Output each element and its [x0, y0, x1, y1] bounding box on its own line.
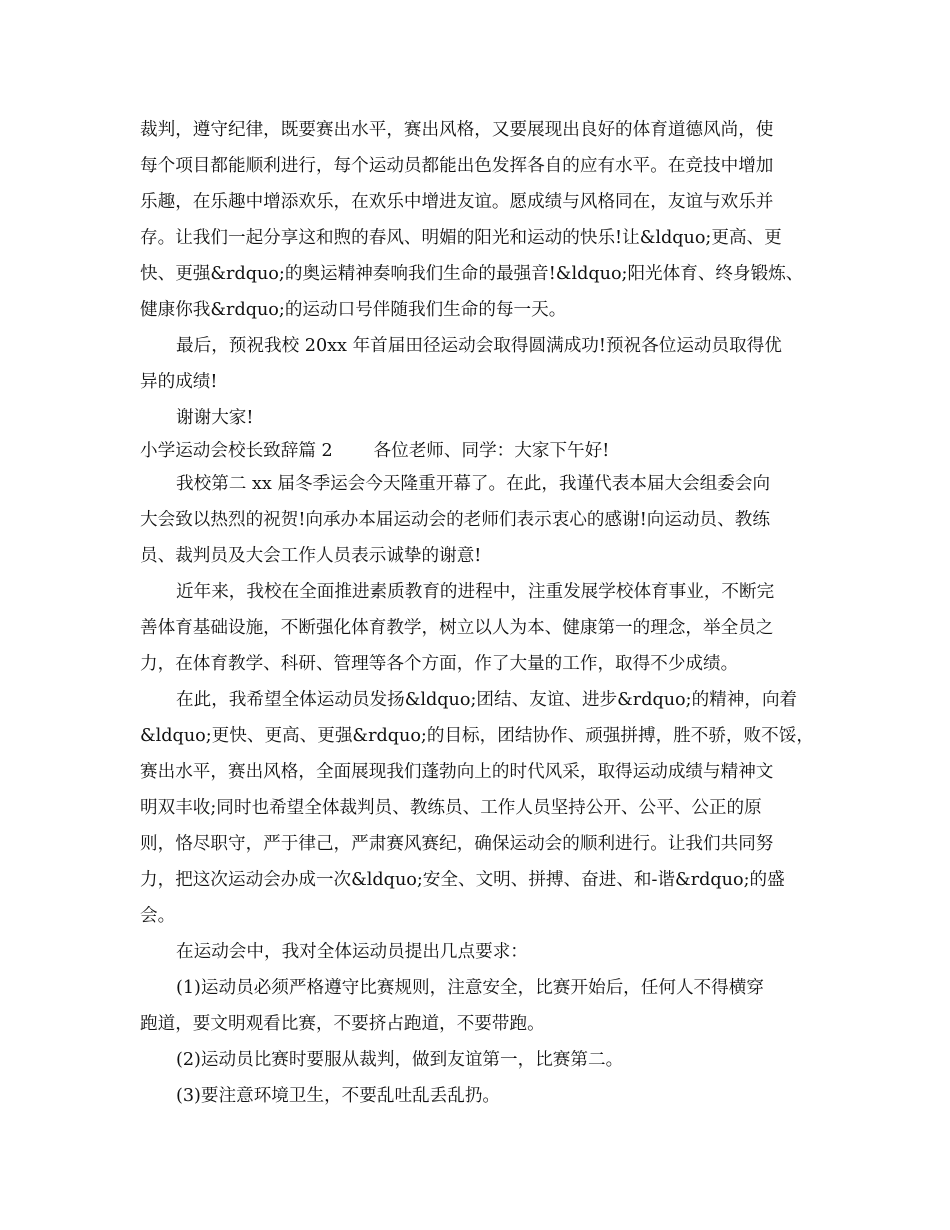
- text-line: 我校第二 xx 届冬季运会今天隆重开幕了。在此，我谨代表本届大会组委会向: [176, 474, 771, 494]
- text-line: 则，恪尽职守，严于律己，严肃赛风赛纪，确保运动会的顺利进行。让我们共同努: [140, 834, 774, 854]
- text-line: 最后，预祝我校 20xx 年首届田径运动会取得圆满成功!预祝各位运动员取得优: [176, 336, 782, 356]
- text-line: 力，在体育教学、科研、管理等各个方面，作了大量的工作，取得不少成绩。: [140, 654, 739, 674]
- text-line: 裁判，遵守纪律，既要赛出水平，赛出风格，又要展现出良好的体育道德风尚，使: [140, 120, 774, 140]
- list-item: (2)运动员比赛时要服从裁判，做到友谊第一，比赛第二。: [176, 1050, 624, 1070]
- text-line: 大会致以热烈的祝贺!向承办本届运动会的老师们表示衷心的感谢!向运动员、教练: [140, 510, 770, 530]
- text-line: 乐趣，在乐趣中增添欢乐，在欢乐中增进友谊。愿成绩与风格同在，友谊与欢乐并: [140, 192, 774, 212]
- list-item: (1)运动员必须严格遵守比赛规则，注意安全，比赛开始后，任何人不得横穿: [176, 978, 764, 998]
- text-line: 在运动会中，我对全体运动员提出几点要求：: [176, 942, 528, 962]
- text-line: 每个项目都能顺利进行，每个运动员都能出色发挥各自的应有水平。在竞技中增加: [140, 156, 774, 176]
- list-item: (3)要注意环境卫生，不要乱吐乱丢乱扔。: [176, 1086, 501, 1106]
- text-line: &ldquo;更快、更高、更强&rdquo;的目标，团结协作、顽强拼搏，胜不骄，败不馁，: [140, 726, 814, 746]
- text-line: 员、裁判员及大会工作人员表示诚挚的谢意!: [140, 546, 482, 566]
- text-line: 力，把这次运动会办成一次&ldquo;安全、文明、拼搏、奋进、和-谐&rdquo;的盛: [140, 870, 785, 890]
- text-line: 谢谢大家!: [176, 408, 254, 428]
- section-heading: 小学运动会校长致辞篇 2 各位老师、同学：大家下午好!: [140, 441, 610, 461]
- text-line: 健康你我&rdquo;的运动口号伴随我们生命的每一天。: [140, 300, 567, 320]
- text-line: 赛出水平，赛出风格，全面展现我们蓬勃向上的时代风采，取得运动成绩与精神文: [140, 762, 774, 782]
- text-line: 快、更强&rdquo;的奥运精神奏响我们生命的最强音!&ldquo;阳光体育、终身锻炼、: [140, 264, 804, 284]
- text-line: 会。: [140, 906, 176, 926]
- text-line: 异的成绩!: [140, 372, 218, 392]
- text-line: 近年来，我校在全面推进素质教育的进程中，注重发展学校体育事业，不断完: [176, 582, 775, 602]
- text-line: 明双丰收;同时也希望全体裁判员、教练员、工作人员坚持公开、公平、公正的原: [140, 798, 762, 818]
- text-line: 跑道，要文明观看比赛，不要挤占跑道，不要带跑。: [140, 1014, 545, 1034]
- text-line: 善体育基础设施，不断强化体育教学，树立以人为本、健康第一的理念，举全员之: [140, 618, 774, 638]
- text-line: 存。让我们一起分享这和煦的春风、明媚的阳光和运动的快乐!让&ldquo;更高、更: [140, 228, 782, 248]
- text-line: 在此，我希望全体运动员发扬&ldquo;团结、友谊、进步&rdquo;的精神，向着: [176, 690, 798, 710]
